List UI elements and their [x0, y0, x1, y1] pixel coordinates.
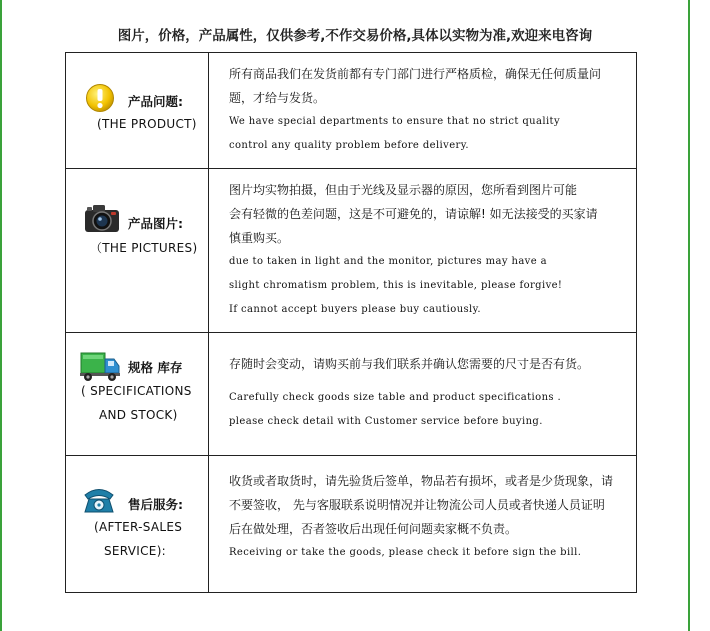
cn-line: 慎重购买。 — [229, 231, 290, 245]
en-line: due to taken in light and the monitor, pictures may have a — [229, 256, 547, 267]
notice-header: 图片，价格，产品属性，仅供参考,不作交易价格,具体以实物为准,欢迎来电咨询 — [117, 28, 593, 44]
telephone-icon — [82, 486, 116, 514]
label-cn-after-sales: 售后服务: — [128, 497, 183, 512]
right-frame-border — [688, 0, 690, 631]
en-line: Carefully check goods size table and product specifications . — [229, 392, 562, 403]
row-pictures — [66, 169, 636, 333]
label-cn-specifications: 规格 库存 — [128, 360, 183, 375]
label-cn-pictures: 产品图片: — [128, 216, 183, 231]
label-en-product: (THE PRODUCT) — [97, 117, 197, 131]
en-line: slight chromatism problem, this is inevitable, please forgive! — [229, 280, 563, 291]
cn-line: 所有商品我们在发货前都有专门部门进行严格质检，确保无任何质量问 — [229, 67, 602, 81]
en-line: We have special departments to ensure that no strict quality — [229, 116, 561, 127]
row-specifications — [66, 333, 636, 456]
label-en-specifications-line2: AND STOCK) — [99, 408, 178, 422]
content-pictures — [229, 178, 630, 322]
en-line: please check detail with Customer service before buying. — [229, 416, 543, 427]
cn-line: 不要签收， 先与客服联系说明情况并让物流公司人员或者快递人员证明 — [229, 498, 605, 512]
cn-line: 收货或者取货时，请先验货后签单，物品若有损坏，或者是少货现象，请 — [229, 474, 614, 488]
row-product — [66, 53, 636, 169]
label-cell-pictures — [66, 169, 209, 332]
label-cell-specifications — [66, 333, 209, 455]
label-cn-product: 产品问题: — [128, 94, 183, 109]
left-frame-border — [0, 0, 2, 631]
en-line: control any quality problem before delivery. — [229, 140, 469, 151]
notice-table — [65, 52, 637, 593]
cn-line: 图片均实物拍摄，但由于光线及显示器的原因，您所看到图片可能 — [229, 183, 578, 197]
label-en-pictures: （THE PICTURES) — [90, 241, 198, 255]
row-after-sales — [66, 456, 636, 592]
label-cell-after-sales — [66, 456, 209, 592]
cn-line: 后在做处理，否者签收后出现任何问题卖家概不负责。 — [229, 522, 518, 536]
label-cell-product — [66, 53, 209, 168]
label-en-specifications-line1: ( SPECIFICATIONS — [81, 384, 192, 398]
camera-icon — [83, 202, 121, 234]
en-line: Receiving or take the goods, please check it before sign the bill. — [229, 547, 582, 558]
truck-icon — [79, 349, 121, 383]
cn-line: 存随时会变动，请购买前与我们联系并确认您需要的尺寸是否有货。 — [229, 357, 590, 371]
label-en-after-sales-line1: (AFTER-SALES — [94, 520, 183, 534]
label-en-after-sales-line2: SERVICE): — [104, 544, 167, 558]
content-after-sales — [229, 469, 630, 565]
content-product — [229, 62, 630, 158]
cn-line: 题，才给与发货。 — [229, 91, 326, 105]
cn-line: 会有轻微的色差问题，这是不可避免的，请谅解! 如无法接受的买家请 — [229, 207, 598, 221]
en-line: If cannot accept buyers please buy cautiously. — [229, 304, 481, 315]
exclamation-icon — [85, 83, 115, 113]
content-specifications — [229, 352, 630, 434]
